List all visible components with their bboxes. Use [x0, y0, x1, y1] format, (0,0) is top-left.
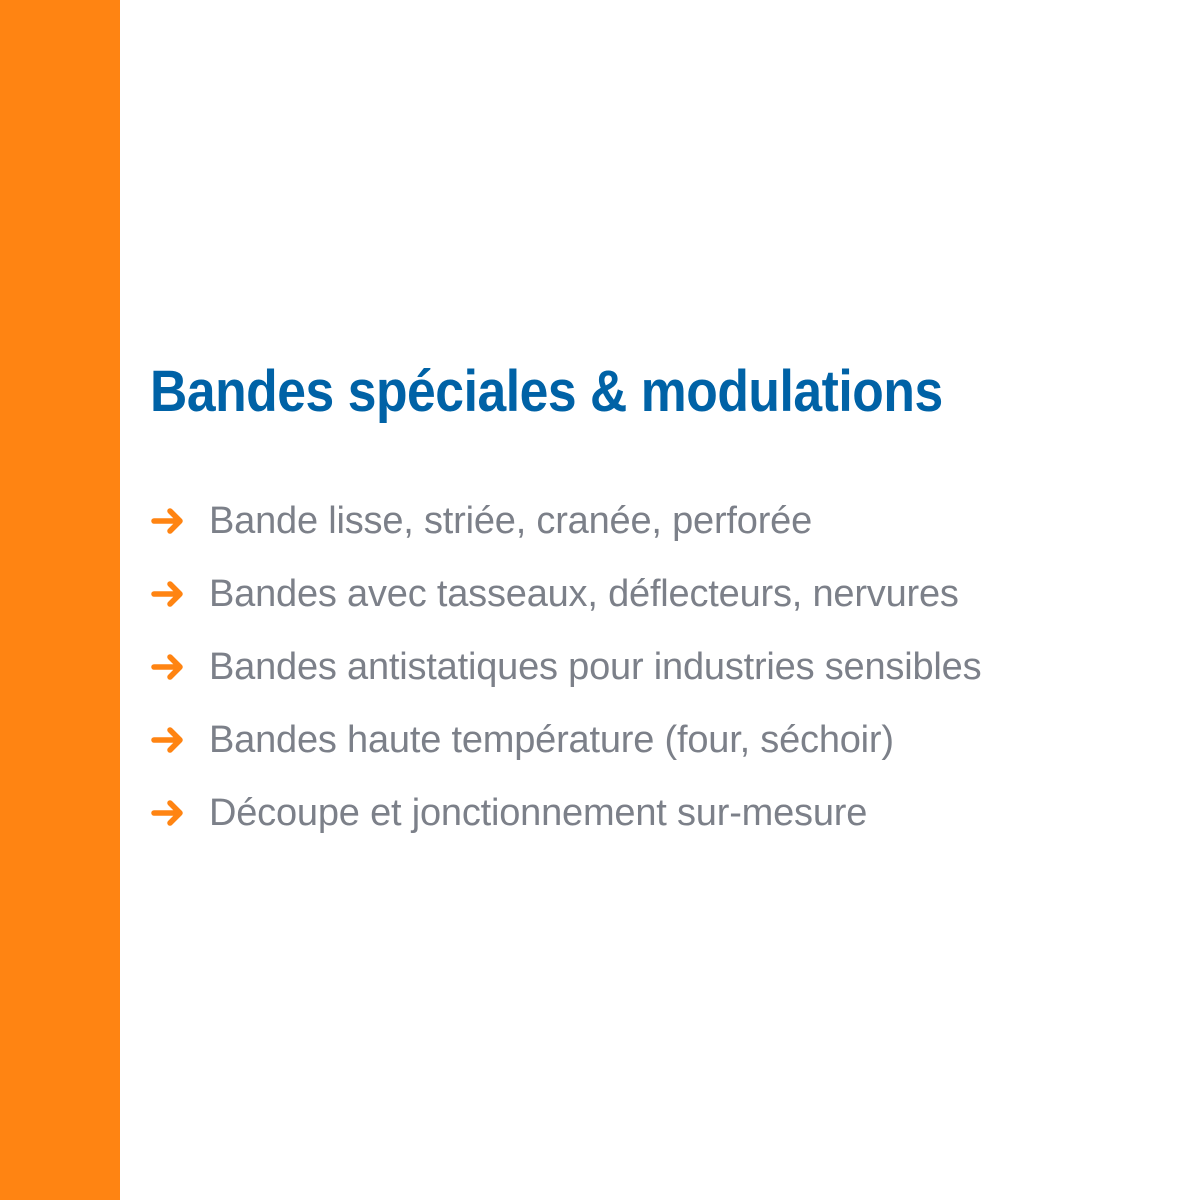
list-item-text: Bandes haute température (four, séchoir) [209, 718, 894, 761]
side-accent-bar [0, 0, 120, 1200]
list-item [150, 776, 1170, 849]
list-item-text: Bande lisse, striée, cranée, perforée [209, 499, 813, 542]
list-item-text: Découpe et jonctionnement sur-mesure [209, 791, 868, 834]
list-item [150, 630, 1170, 703]
content-panel [150, 352, 1170, 849]
list-item [150, 484, 1170, 557]
feature-list [150, 484, 1170, 849]
list-item-text: Bandes antistatiques pour industries sensibles [209, 645, 982, 688]
list-item [150, 557, 1170, 630]
page-title: Bandes spéciales & modulations [150, 359, 943, 424]
arrow-right-icon [150, 725, 192, 755]
arrow-right-icon [150, 652, 192, 682]
arrow-right-icon [150, 798, 192, 828]
arrow-right-icon [150, 506, 192, 536]
list-item-text: Bandes avec tasseaux, déflecteurs, nervures [209, 572, 959, 615]
list-item [150, 703, 1170, 776]
arrow-right-icon [150, 579, 192, 609]
